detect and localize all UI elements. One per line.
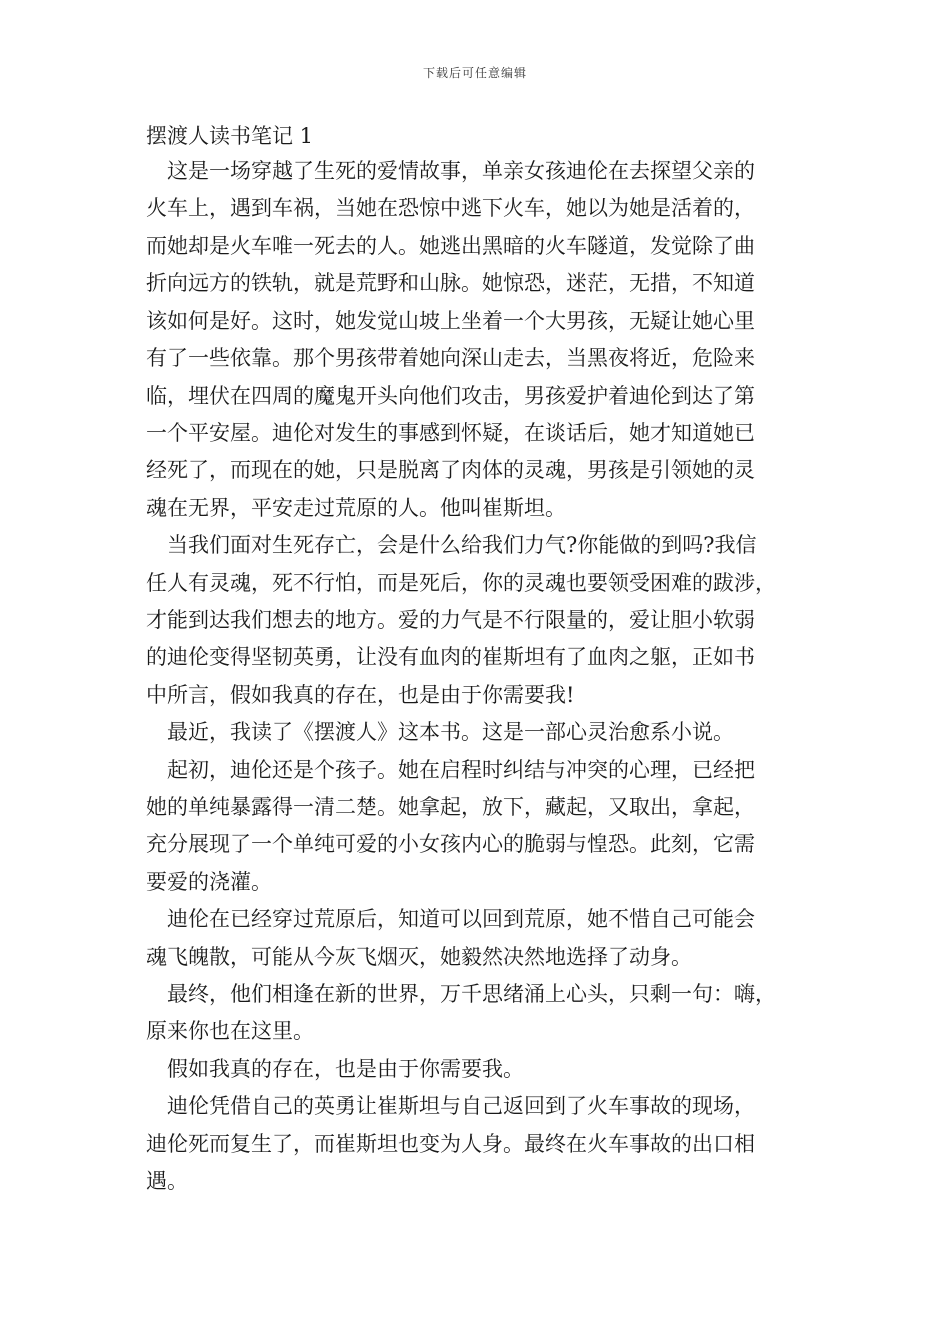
text-line: 魂在无界，平安走过荒原的人。他叫崔斯坦。 [146, 496, 566, 520]
text-line: 任人有灵魂，死不行怕，而是死后，你的灵魂也要领受困难的跋涉， [146, 571, 776, 595]
text-line: 原来你也在这里。 [146, 1019, 314, 1043]
document-title: 摆渡人读书笔记 1 [146, 124, 314, 148]
text-line: 充分展现了一个单纯可爱的小女孩内心的脆弱与惶恐。此刻，它需 [146, 832, 755, 856]
text-line: 该如何是好。这时，她发觉山坡上坐着一个大男孩，无疑让她心里 [146, 309, 755, 333]
text-line: 的迪伦变得坚韧英勇，让没有血肉的崔斯坦有了血肉之躯，正如书 [146, 645, 755, 669]
text-line: 火车上，遇到车祸，当她在恐惊中逃下火车，她以为她是活着的， [146, 196, 755, 220]
text-line: 她的单纯暴露得一清二楚。她拿起，放下，藏起，又取出，拿起， [146, 795, 755, 819]
text-line: 最近，我读了《摆渡人》这本书。这是一部心灵治愈系小说。 [146, 720, 734, 744]
text-line: 临，埋伏在四周的魔鬼开头向他们攻击，男孩爱护着迪伦到达了第 [146, 384, 755, 408]
text-line: 魂飞魄散，可能从今灰飞烟灭，她毅然决然地选择了动身。 [146, 945, 692, 969]
text-line: 当我们面对生死存亡，会是什么给我们力气?你能做的到吗?我信 [146, 533, 757, 557]
text-line: 遇。 [146, 1169, 188, 1193]
text-line: 折向远方的铁轨，就是荒野和山脉。她惊恐，迷茫，无措，不知道 [146, 271, 755, 295]
text-line: 要爱的浇灌。 [146, 870, 272, 894]
text-line: 起初，迪伦还是个孩子。她在启程时纠结与冲突的心理，已经把 [146, 758, 755, 782]
text-line: 迪伦在已经穿过荒原后，知道可以回到荒原，她不惜自己可能会 [146, 907, 755, 931]
text-line: 才能到达我们想去的地方。爱的力气是不行限量的，爱让胆小软弱 [146, 608, 755, 632]
text-line: 有了一些依靠。那个男孩带着她向深山走去，当黑夜将近，危险来 [146, 346, 755, 370]
text-line: 中所言，假如我真的存在，也是由于你需要我! [146, 683, 575, 707]
page-header: 下载后可任意编辑 [422, 66, 527, 80]
text-line: 迪伦死而复生了，而崔斯坦也变为人身。最终在火车事故的出口相 [146, 1132, 755, 1156]
text-line: 而她却是火车唯一死去的人。她逃出黑暗的火车隧道，发觉除了曲 [146, 234, 755, 258]
text-line: 这是一场穿越了生死的爱情故事，单亲女孩迪伦在去探望父亲的 [146, 159, 755, 183]
text-line: 经死了，而现在的她，只是脱离了肉体的灵魂，男孩是引领她的灵 [146, 458, 755, 482]
text-line: 迪伦凭借自己的英勇让崔斯坦与自己返回到了火车事故的现场， [146, 1094, 755, 1118]
text-line: 最终，他们相逢在新的世界，万千思绪涌上心头，只剩一句：嗨， [146, 982, 776, 1006]
text-line: 假如我真的存在，也是由于你需要我。 [146, 1057, 524, 1081]
text-line: 一个平安屋。迪伦对发生的事感到怀疑，在谈话后，她才知道她已 [146, 421, 755, 445]
